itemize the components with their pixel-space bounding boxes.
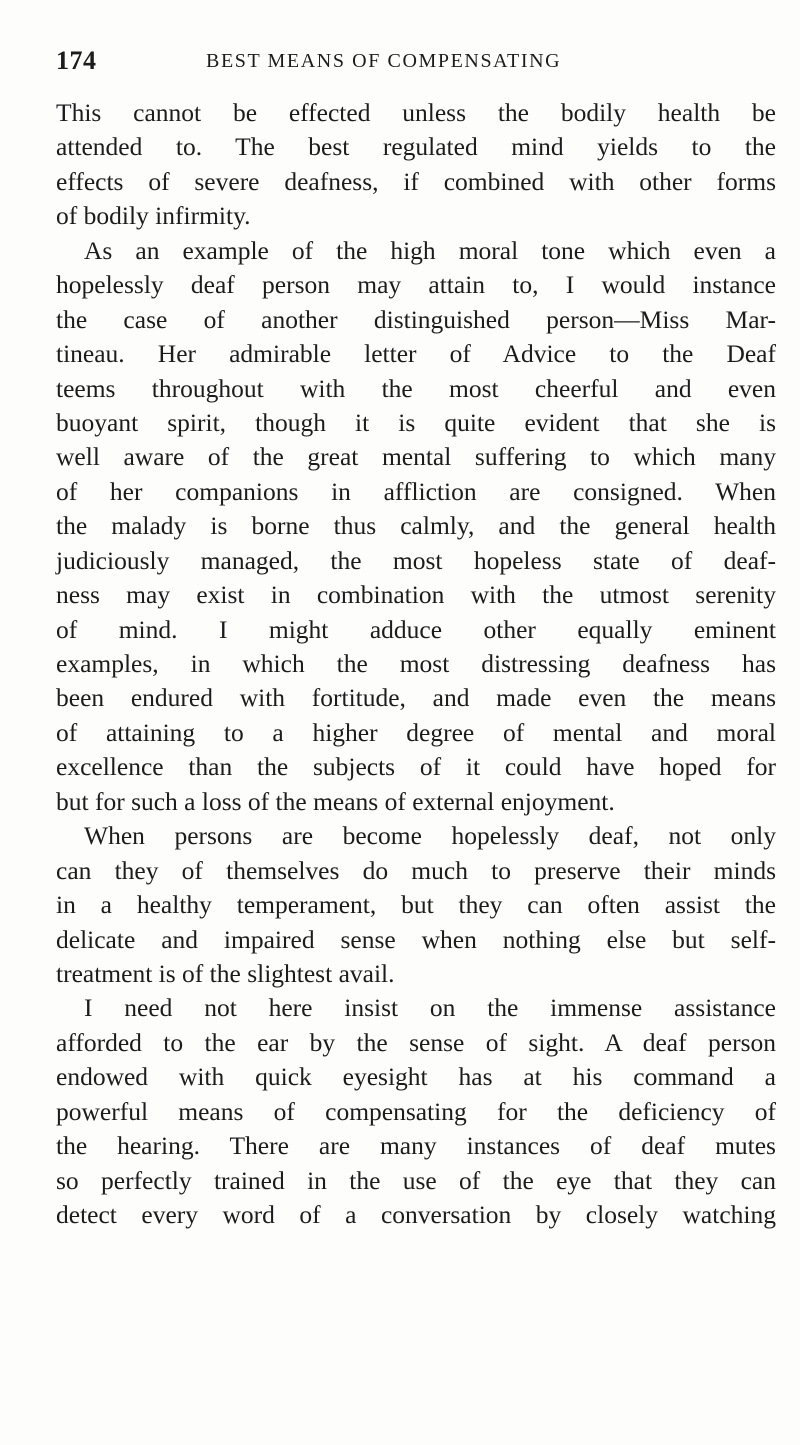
text-line: of mind. I might adduce other equally eminent bbox=[56, 614, 776, 644]
text-line: the case of another distinguished person—Miss Mar- bbox=[56, 304, 776, 334]
text-line: When persons are become hopelessly deaf, not only bbox=[84, 821, 776, 851]
text-line: well aware of the great mental suffering to which many bbox=[56, 442, 776, 472]
text-line: of her companions in affliction are consigned. When bbox=[56, 476, 776, 506]
text-line: examples, in which the most distressing deafness has bbox=[56, 649, 776, 678]
text-line: been endured with fortitude, and made even the means bbox=[56, 683, 776, 713]
text-line: hopelessly deaf person may attain to, I would instance bbox=[56, 270, 776, 300]
text-line: powerful means of compensating for the deficiency of bbox=[56, 1096, 776, 1126]
text-line: teems throughout with the most cheerful and even bbox=[56, 373, 776, 403]
text-line: so perfectly trained in the use of the eye that they can bbox=[56, 1165, 776, 1195]
text-line: in a healthy temperament, but they can often assist the bbox=[56, 890, 776, 920]
text-line: of attaining to a higher degree of mental and moral bbox=[56, 717, 776, 747]
text-line: the hearing. There are many instances of deaf mutes bbox=[56, 1131, 776, 1161]
text-line: detect every word of a conversation by closely watching bbox=[56, 1200, 776, 1229]
text-line: can they of themselves do much to preserve their minds bbox=[56, 855, 776, 885]
running-head: BEST MEANS OF COMPENSATING bbox=[206, 50, 562, 72]
text-line: afforded to the ear by the sense of sight. A deaf person bbox=[56, 1027, 776, 1057]
body-text bbox=[56, 96, 776, 1232]
text-line: buoyant spirit, though it is quite evident that she is bbox=[56, 407, 776, 437]
text-line: This cannot be effected unless the bodily health be bbox=[56, 98, 776, 127]
text-line: I need not here insist on the immense assistance bbox=[84, 993, 776, 1023]
text-line: but for such a loss of the means of external enjoyment. bbox=[56, 786, 615, 816]
text-line: ness may exist in combination with the utmost serenity bbox=[56, 580, 776, 610]
text-line: treatment is of the slightest avail. bbox=[56, 958, 395, 988]
text-line: effects of severe deafness, if combined with other forms bbox=[56, 166, 776, 196]
text-line: As an example of the high moral tone which even a bbox=[84, 235, 776, 265]
page-header bbox=[56, 46, 766, 76]
text-line: the malady is borne thus calmly, and the general health bbox=[56, 511, 776, 541]
text-line: judiciously managed, the most hopeless state of deaf- bbox=[56, 545, 776, 575]
page-number: 174 bbox=[56, 46, 97, 75]
text-line: excellence than the subjects of it could have hoped for bbox=[56, 752, 776, 782]
text-line: endowed with quick eyesight has at his command a bbox=[56, 1062, 776, 1092]
text-line: of bodily infirmity. bbox=[56, 201, 251, 231]
text-line: attended to. The best regulated mind yields to the bbox=[56, 132, 776, 162]
text-line: tineau. Her admirable letter of Advice to the Deaf bbox=[56, 339, 776, 369]
text-line: delicate and impaired sense when nothing else but self- bbox=[56, 924, 776, 954]
